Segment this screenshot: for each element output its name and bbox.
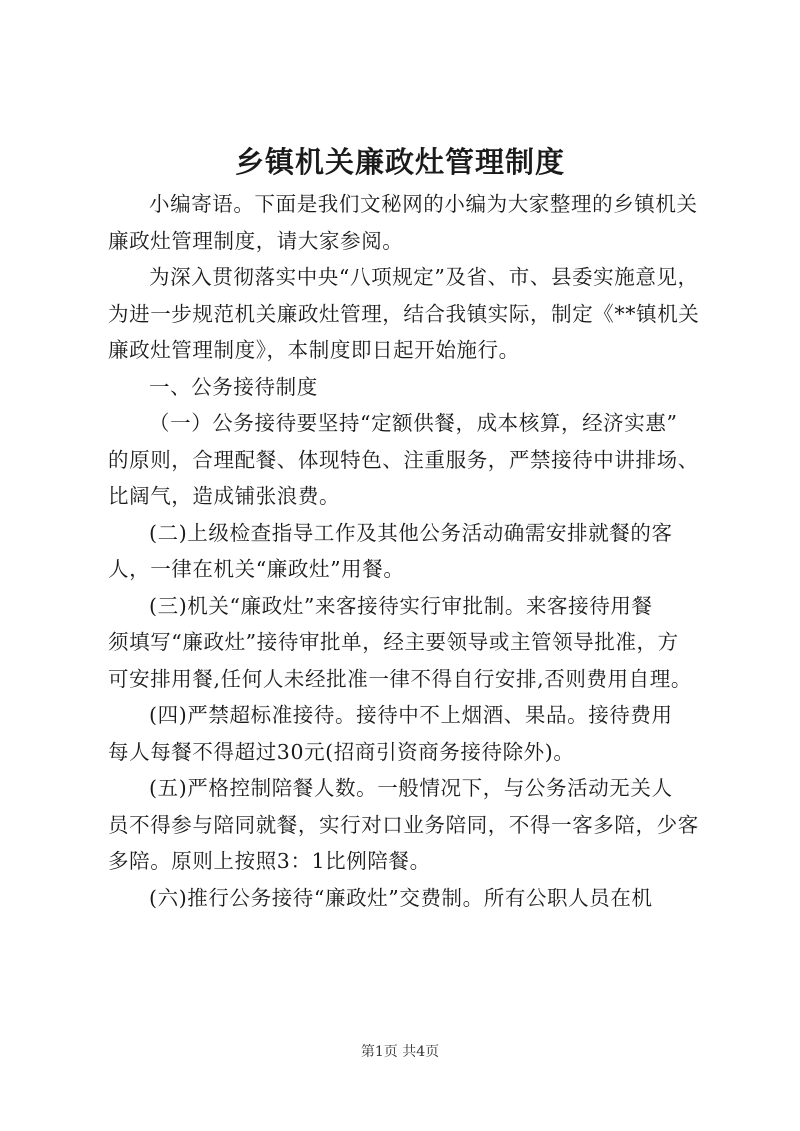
paragraph-line: 为进一步规范机关廉政灶管理，结合我镇实际，制定《**镇机关	[108, 301, 700, 326]
paragraph-line: (五)严格控制陪餐人数。一般情况下，与公务活动无关人	[149, 776, 673, 800]
paragraph-line: 廉政灶管理制度》，本制度即日起开始施行。	[108, 338, 520, 362]
paragraph-line: (三)机关“廉政灶”来客接待实行审批制。来客接待用餐	[149, 593, 653, 618]
paragraph-line: 每人每餐不得超过30元(招商引资商务接待除外)。	[108, 739, 575, 764]
paragraph-line: 为深入贯彻落实中央“八项规定”及省、市、县委实施意见，	[149, 265, 699, 289]
paragraph-line: (六)推行公务接待“廉政灶”交费制。所有公职人员在机	[149, 885, 653, 910]
document-body	[108, 186, 698, 916]
paragraph-line: 人，一律在机关“廉政灶”用餐。	[108, 557, 405, 581]
paragraph-line: 多陪。原则上按照3：1比例陪餐。	[108, 849, 431, 873]
document-title: 乡镇机关廉政灶管理制度	[234, 145, 565, 179]
page-number: 第1页 共4页	[360, 1044, 440, 1060]
paragraph-line: 可安排用餐,任何人未经批准一律不得自行安排,否则费用自理。	[108, 666, 692, 691]
paragraph-line: 须填写“廉政灶”接待审批单，经主要领导或主管领导批准，方	[108, 630, 679, 654]
paragraph-line: 的原则，合理配餐、体现特色、注重服务，严禁接待中讲排场、	[108, 447, 699, 472]
paragraph-line: (四)严禁超标准接待。接待中不上烟酒、果品。接待费用	[149, 703, 673, 727]
paragraph-line: 比阔气，造成铺张浪费。	[108, 484, 341, 508]
paragraph-line: 员不得参与陪同就餐，实行对口业务陪同，不得一客多陪，少客	[108, 812, 699, 837]
paragraph-line: 小编寄语。下面是我们文秘网的小编为大家整理的乡镇机关	[149, 192, 698, 216]
paragraph-line: 廉政灶管理制度，请大家参阅。	[108, 228, 404, 253]
paragraph-line: (二)上级检查指导工作及其他公务活动确需安排就餐的客	[149, 520, 673, 545]
paragraph-line: （一）公务接待要坚持“定额供餐，成本核算，经济实惠”	[149, 411, 678, 435]
section-heading: 一、公务接待制度	[149, 374, 318, 399]
